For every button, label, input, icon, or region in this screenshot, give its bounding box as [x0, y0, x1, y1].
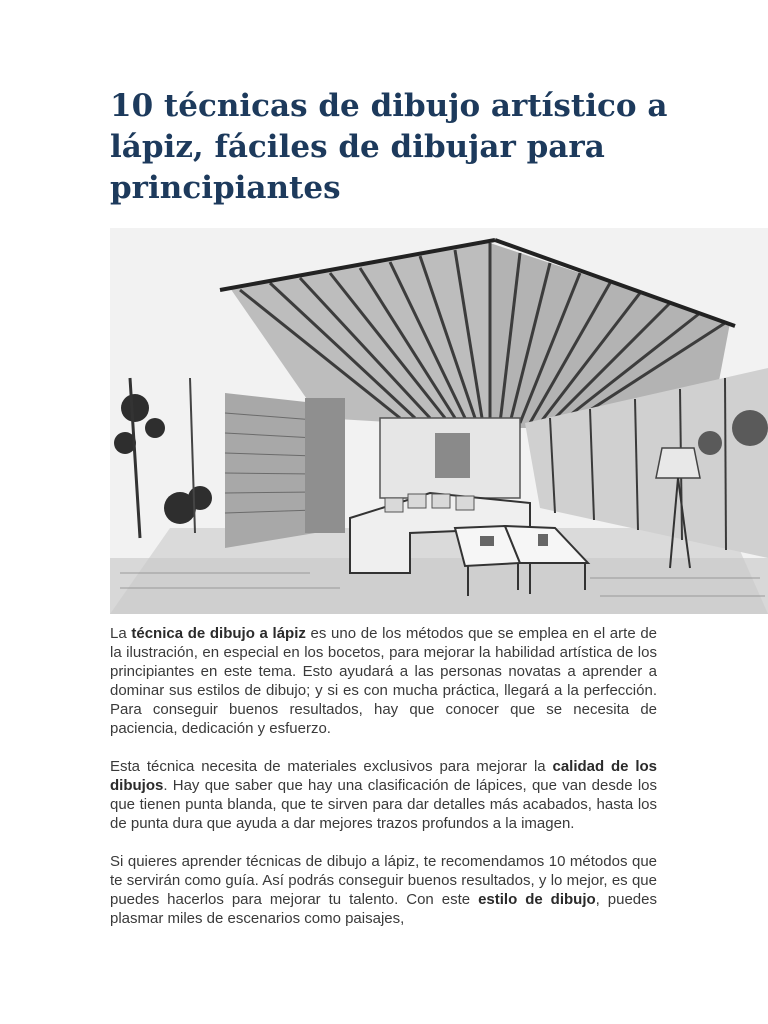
- paragraph-text: , puedes plasmar miles de escenarios como paisajes,: [110, 891, 657, 927]
- paragraph-text: La: [110, 625, 132, 642]
- paragraph-3: [110, 852, 657, 928]
- paragraph-1: [110, 624, 657, 738]
- bold-keyword: calidad de los dibujos: [110, 758, 658, 794]
- paragraph-text: Esta técnica necesita de materiales exclusivos para mejorar la: [110, 758, 553, 775]
- article-title: 10 técnicas de dibujo artístico a lápiz, fáciles de dibujar para principiantes: [110, 88, 668, 206]
- article-body: [110, 624, 657, 947]
- paragraph-text: es uno de los métodos que se emplea en el arte de la ilustración, en especial en los bocetos, para mejorar la habilidad artística de los principiantes en este tema. Esto ayudará a las personas novatas a aprender a dominar sus estilos de dibujo; y si es con mucha práctica, llegará a la perfección. Para conseguir buenos resultados, hay que conocer que se necesita de paciencia, dedicación y esfuerzo.: [110, 625, 658, 737]
- sketch-illustration: [110, 228, 768, 614]
- bold-keyword: técnica de dibujo a lápiz: [131, 625, 306, 642]
- bold-keyword: estilo de dibujo: [478, 891, 596, 908]
- pencil-sketch-icon: [110, 228, 768, 614]
- paragraph-text: . Hay que saber que hay una clasificación de lápices, que van desde los que tienen punta blanda, que te sirven para dar detalles más acabados, hasta los de punta dura que ayuda a dar mejores trazos profundos a la imagen.: [110, 777, 657, 832]
- paragraph-2: [110, 757, 657, 833]
- paragraph-text: Si quieres aprender técnicas de dibujo a lápiz, te recomendamos 10 métodos que te servirán como guía. Así podrás conseguir buenos resultados, y lo mejor, es que puedes hacerlos para mejorar tu talento. Con este: [110, 853, 657, 908]
